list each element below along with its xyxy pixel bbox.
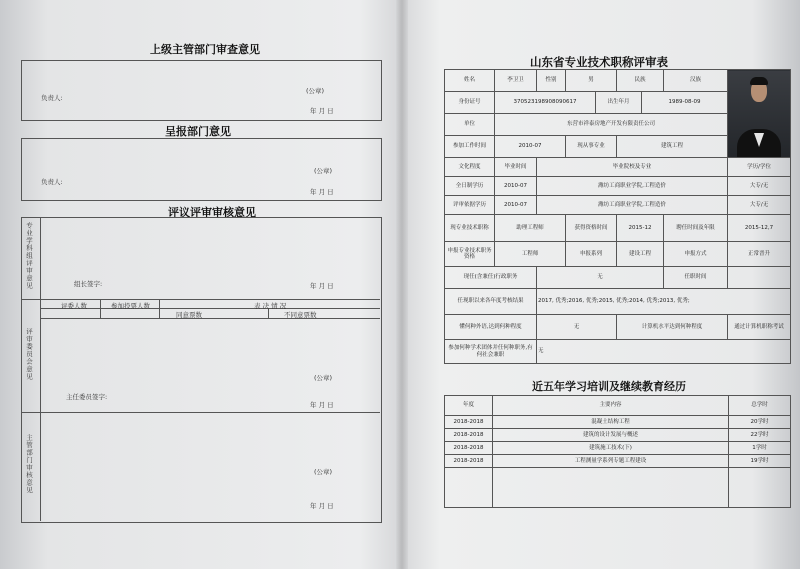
committee-seal-label: (公章): [314, 374, 333, 382]
admin-post-value: 无: [537, 267, 664, 289]
academic-society-value: 无: [537, 340, 791, 364]
qualified-time-value: 2015-12: [617, 215, 664, 242]
row-content: 建筑施工技术(下): [493, 442, 729, 455]
row-hours: 22学时: [729, 429, 791, 442]
review-edu-label: 评审依据学历: [445, 196, 495, 215]
birth-date-label: 出生年月: [596, 92, 642, 114]
superior-seal-label: (公章): [306, 87, 325, 95]
fulltime-edu-label: 全日制学历: [445, 177, 495, 196]
submit-sign-label: 负责人:: [41, 178, 63, 186]
review-box: [21, 217, 382, 523]
applicant-info-table: [444, 69, 791, 364]
committee-count-header: 评委人数: [61, 302, 87, 310]
annual-review-value: 2017, 优秀;2016, 优秀;2015, 优秀;2014, 优秀;2013, 优秀;: [537, 289, 791, 315]
post-time-label: 任职时间: [664, 267, 728, 289]
row-year: 2018-2018: [445, 442, 493, 455]
row-content: 混凝土结构工程: [493, 416, 729, 429]
chair-sign-label: 主任委员签字:: [66, 393, 108, 401]
appointment-label: 聘任时间及年限: [664, 215, 728, 242]
applied-series-value: 建设工程: [617, 242, 664, 267]
school-major-header: 毕业院校及专业: [537, 158, 728, 177]
ethnicity-label: 民族: [617, 70, 664, 92]
id-number-label: 身份证号: [445, 92, 495, 114]
apply-method-value: 正常晋升: [728, 242, 791, 267]
applied-title-value: 工程师: [495, 242, 566, 267]
work-start-value: 2010-07: [495, 136, 566, 158]
submit-dept-title: 呈报部门意见: [165, 125, 231, 138]
employer-value: 东营市祥泰房地产开发有限责任公司: [495, 114, 728, 136]
review-title: 评议评审审核意见: [168, 206, 256, 219]
review-divider-4: [21, 412, 380, 413]
grad-time-header: 毕业时间: [495, 158, 537, 177]
education-history-title: 近五年学习培训及继续教育经历: [532, 380, 686, 393]
superior-date-label: 年 月 日: [310, 107, 334, 115]
row-year: 2018-2018: [445, 416, 493, 429]
work-start-label: 参加工作时间: [445, 136, 495, 158]
review-divider-3: [40, 318, 380, 319]
content-header: 主要内容: [493, 396, 729, 416]
empty-row: [445, 468, 791, 508]
year-header: 年度: [445, 396, 493, 416]
table-row: [445, 455, 791, 468]
id-number-value: 370523198908090617: [495, 92, 596, 114]
foreign-language-value: 无: [537, 315, 617, 340]
fulltime-degree: 大专/无: [728, 177, 791, 196]
fulltime-grad-time: 2010-07: [495, 177, 537, 196]
name-value: 李卫卫: [495, 70, 537, 92]
submit-seal-label: (公章): [314, 167, 333, 175]
review-divider-2: [40, 308, 380, 309]
fulltime-school-major: 潍坊工商职业学院,工程造价: [537, 177, 728, 196]
appointment-value: 2015-12,7: [728, 215, 791, 242]
applied-series-label: 申报系列: [566, 242, 617, 267]
table-row: [445, 442, 791, 455]
committee-date-label: 年 月 日: [310, 401, 334, 409]
row-content: 工程测量学系列专题工程建设: [493, 455, 729, 468]
table-row: [445, 416, 791, 429]
table-row: [445, 429, 791, 442]
review-divider-1: [21, 299, 380, 300]
committee-side-label: 评审委员会意见: [25, 328, 33, 381]
current-major-label: 现从事专业: [566, 136, 617, 158]
review-side-divider: [40, 217, 41, 521]
expert-panel-side-label: 专业学科组评审意见: [25, 222, 33, 290]
gender-label: 性别: [537, 70, 566, 92]
current-title-label: 现专业技术职称: [445, 215, 495, 242]
form-title: 山东省专业技术职称评审表: [530, 55, 668, 69]
education-history-table: [444, 395, 791, 508]
education-label: 文化程度: [445, 158, 495, 177]
row-hours: 19学时: [729, 455, 791, 468]
dept-audit-side-label: 主管部门审核意见: [25, 434, 33, 494]
applicant-photo: [728, 70, 791, 158]
current-title-value: 助理工程师: [495, 215, 566, 242]
row-content: 建筑的设计发展与概述: [493, 429, 729, 442]
review-grad-time: 2010-07: [495, 196, 537, 215]
expert-date-label: 年 月 日: [310, 282, 334, 290]
row-year: 2018-2018: [445, 455, 493, 468]
superior-sign-label: 负责人:: [41, 94, 63, 102]
qualified-time-label: 获得资格时间: [566, 215, 617, 242]
annual-review-label: 任现职以来各年度考核结果: [445, 289, 537, 315]
row-hours: 20学时: [729, 416, 791, 429]
voter-count-header: 参加投票人数: [111, 302, 150, 310]
disagree-votes-header: 不同意票数: [284, 311, 317, 319]
hours-header: 总学时: [729, 396, 791, 416]
post-time-value: [728, 267, 791, 289]
current-major-value: 建筑工程: [617, 136, 728, 158]
vote-result-header: 表 决 情 况: [254, 302, 287, 310]
academic-society-label: 参加何种学术团体并任何种职务,有何社会兼职: [445, 340, 537, 364]
gender-value: 男: [566, 70, 617, 92]
dept-audit-seal-label: (公章): [314, 468, 333, 476]
vote-col-2: [159, 299, 160, 318]
vote-col-1: [100, 299, 101, 318]
review-school-major: 潍坊工商职业学院,工程造价: [537, 196, 728, 215]
birth-date-value: 1989-08-09: [642, 92, 728, 114]
computer-level-value: 通过计算机职称考试: [728, 315, 791, 340]
ethnicity-value: 汉族: [664, 70, 728, 92]
superior-review-title: 上级主管部门审查意见: [150, 43, 260, 56]
apply-method-label: 申报方式: [664, 242, 728, 267]
degree-header: 学历/学位: [728, 158, 791, 177]
computer-level-label: 计算机水平达到何种程度: [617, 315, 728, 340]
dept-audit-date-label: 年 月 日: [310, 502, 334, 510]
applied-title-label: 申报专业技术职务资格: [445, 242, 495, 267]
leader-sign-label: 组长签字:: [74, 280, 103, 288]
submit-date-label: 年 月 日: [310, 188, 334, 196]
admin-post-label: 现任(含兼任)行政职务: [445, 267, 537, 289]
row-year: 2018-2018: [445, 429, 493, 442]
row-hours: 1学时: [729, 442, 791, 455]
page-fold: [396, 0, 408, 569]
foreign-language-label: 懂何种外语,达到何种程度: [445, 315, 537, 340]
name-label: 姓名: [445, 70, 495, 92]
agree-votes-header: 同意票数: [176, 311, 202, 319]
review-degree: 大专/无: [728, 196, 791, 215]
employer-label: 单位: [445, 114, 495, 136]
